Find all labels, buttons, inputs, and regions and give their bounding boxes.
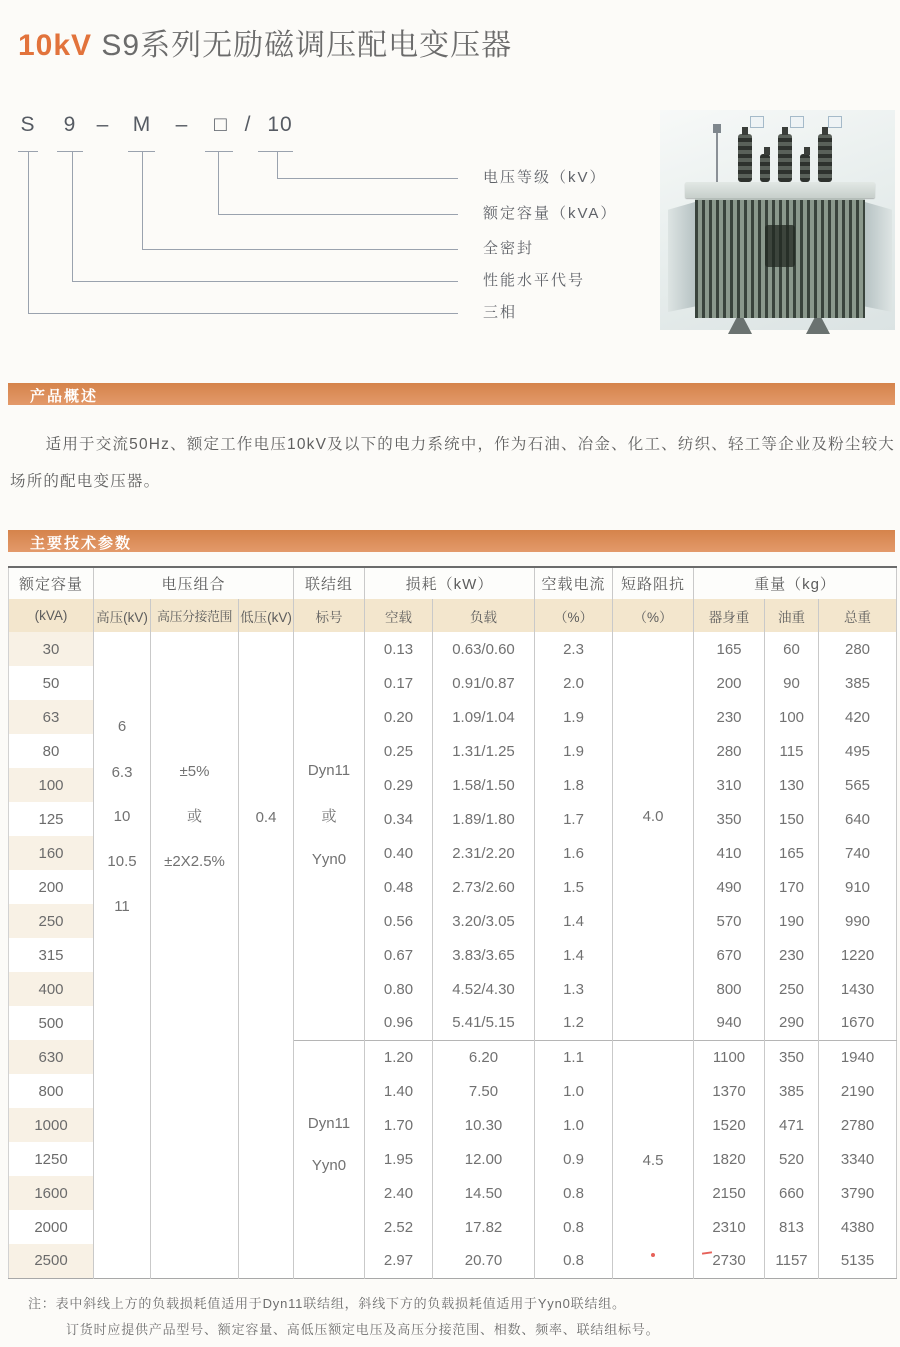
- radiator-wing: [865, 202, 892, 312]
- cell-kva: 63: [9, 700, 94, 734]
- cell-load-loss: 5.41/5.15: [433, 1006, 535, 1040]
- thermometer-rod: [716, 132, 718, 184]
- merged-value: 10.5: [107, 853, 137, 870]
- cell-lv-voltage: [239, 632, 294, 1278]
- cell-load-loss: 2.73/2.60: [433, 870, 535, 904]
- section-bar-overview: [8, 383, 895, 405]
- cell-body-weight: 1100: [694, 1040, 765, 1074]
- connector-horizontal: [72, 281, 458, 282]
- cell-oil-weight: 250: [765, 972, 819, 1006]
- cell-kva: 50: [9, 666, 94, 700]
- cell-body-weight: 490: [694, 870, 765, 904]
- cell-total-weight: 1430: [819, 972, 897, 1006]
- subheader-11: 总重: [819, 599, 897, 632]
- cell-load-loss: 1.31/1.25: [433, 734, 535, 768]
- model-code-part: 9: [63, 113, 77, 136]
- cell-oil-weight: 115: [765, 734, 819, 768]
- subheader-0: (kVA): [9, 599, 94, 632]
- cell-no-load-current: 1.7: [535, 802, 613, 836]
- cell-total-weight: 5135: [819, 1244, 897, 1278]
- section-title-parameters: 主要技术参数: [30, 535, 133, 552]
- model-code-label: 性能水平代号: [483, 272, 586, 289]
- subheader-2: 高压分接范围: [151, 599, 239, 632]
- cell-oil-weight: 520: [765, 1142, 819, 1176]
- cell-no-load-loss: 2.97: [365, 1244, 433, 1278]
- cell-no-load-loss: 0.80: [365, 972, 433, 1006]
- cell-kva: 630: [9, 1040, 94, 1074]
- merged-value: ±2X2.5%: [164, 853, 225, 870]
- cell-total-weight: 2190: [819, 1074, 897, 1108]
- cell-no-load-loss: 0.67: [365, 938, 433, 972]
- cell-oil-weight: 165: [765, 836, 819, 870]
- lv-bushing: [800, 154, 810, 182]
- connector-vertical: [277, 152, 278, 178]
- cell-no-load-current: 1.8: [535, 768, 613, 802]
- cell-body-weight: 570: [694, 904, 765, 938]
- merged-value: 4.0: [642, 808, 664, 825]
- subheader-10: 油重: [765, 599, 819, 632]
- cell-total-weight: 565: [819, 768, 897, 802]
- cell-kva: 250: [9, 904, 94, 938]
- cell-body-weight: 230: [694, 700, 765, 734]
- cell-no-load-loss: 1.70: [365, 1108, 433, 1142]
- merged-value: 或: [186, 808, 202, 825]
- cell-no-load-current: 2.0: [535, 666, 613, 700]
- cell-load-loss: 1.09/1.04: [433, 700, 535, 734]
- model-code-part: □: [214, 113, 228, 136]
- cell-body-weight: 1820: [694, 1142, 765, 1176]
- cell-total-weight: 990: [819, 904, 897, 938]
- footnote-1: 注：表中斜线上方的负载损耗值适用于Dyn11联结组，斜线下方的负载损耗值适用于Yyn0联结组。: [28, 1296, 626, 1311]
- cell-total-weight: 1670: [819, 1006, 897, 1040]
- cell-body-weight: 410: [694, 836, 765, 870]
- cell-total-weight: 3790: [819, 1176, 897, 1210]
- connector-tick: [258, 151, 293, 152]
- header-3: 损耗（kW）: [365, 567, 535, 599]
- cell-oil-weight: 290: [765, 1006, 819, 1040]
- cell-total-weight: 4380: [819, 1210, 897, 1244]
- cell-no-load-loss: 0.13: [365, 632, 433, 666]
- cell-kva: 400: [9, 972, 94, 1006]
- subheader-5: 空载: [365, 599, 433, 632]
- cell-kva: 100: [9, 768, 94, 802]
- cell-kva: 80: [9, 734, 94, 768]
- merged-value: Dyn11: [307, 1114, 351, 1132]
- subheader-9: 器身重: [694, 599, 765, 632]
- model-designation-diagram: [0, 0, 700, 360]
- technical-parameters-table: [8, 566, 897, 1279]
- cell-load-loss: 17.82: [433, 1210, 535, 1244]
- subheader-8: （%）: [613, 599, 694, 632]
- lv-bushing: [760, 154, 770, 182]
- cell-oil-weight: 660: [765, 1176, 819, 1210]
- cell-total-weight: 495: [819, 734, 897, 768]
- model-code-part: –: [96, 113, 110, 136]
- cell-kva: 1250: [9, 1142, 94, 1176]
- cell-oil-weight: 130: [765, 768, 819, 802]
- cell-no-load-loss: 2.52: [365, 1210, 433, 1244]
- cell-load-loss: 2.31/2.20: [433, 836, 535, 870]
- footnote-2: 订货时应提供产品型号、额定容量、高低压额定电压及高压分接范围、相数、频率、联结组标号。: [66, 1322, 660, 1337]
- cell-total-weight: 385: [819, 666, 897, 700]
- cell-no-load-loss: 0.34: [365, 802, 433, 836]
- cell-oil-weight: 385: [765, 1074, 819, 1108]
- hv-bushing: [738, 134, 752, 182]
- cell-impedance-upper: [613, 632, 694, 1040]
- merged-value: 11: [114, 898, 130, 915]
- merged-value: Dyn11: [307, 762, 351, 779]
- cell-total-weight: 2780: [819, 1108, 897, 1142]
- cell-kva: 125: [9, 802, 94, 836]
- connector-vertical: [142, 152, 143, 249]
- cell-total-weight: 740: [819, 836, 897, 870]
- cell-load-loss: 1.89/1.80: [433, 802, 535, 836]
- page-title-voltage: 10kV: [18, 29, 93, 62]
- cell-no-load-loss: 0.48: [365, 870, 433, 904]
- cell-no-load-current: 1.4: [535, 904, 613, 938]
- cell-no-load-current: 0.8: [535, 1210, 613, 1244]
- cell-kva: 1600: [9, 1176, 94, 1210]
- subheader-1: 高压(kV): [94, 599, 151, 632]
- foot: [806, 318, 830, 334]
- cell-no-load-current: 1.9: [535, 700, 613, 734]
- merged-value: 6: [117, 718, 127, 735]
- connector-horizontal: [218, 214, 458, 215]
- cell-no-load-loss: 0.40: [365, 836, 433, 870]
- cell-body-weight: 1370: [694, 1074, 765, 1108]
- foot: [728, 318, 752, 334]
- cell-no-load-loss: 0.17: [365, 666, 433, 700]
- cell-body-weight: 800: [694, 972, 765, 1006]
- cell-oil-weight: 170: [765, 870, 819, 904]
- header-2: 联结组: [294, 567, 365, 599]
- model-code-part: /: [244, 113, 252, 136]
- connector-vertical: [28, 152, 29, 313]
- cell-no-load-current: 1.2: [535, 1006, 613, 1040]
- table-body: [9, 632, 897, 1278]
- cell-load-loss: 3.20/3.05: [433, 904, 535, 938]
- cell-no-load-current: 1.0: [535, 1074, 613, 1108]
- header-6: 重量（kg）: [694, 567, 897, 599]
- radiator-wing: [668, 202, 695, 312]
- cell-body-weight: 2730: [694, 1244, 765, 1278]
- subheader-4: 标号: [294, 599, 365, 632]
- cell-kva: 500: [9, 1006, 94, 1040]
- cell-kva: 200: [9, 870, 94, 904]
- hv-bushing: [778, 134, 792, 182]
- cell-impedance-lower: [613, 1040, 694, 1278]
- cell-kva: 800: [9, 1074, 94, 1108]
- cell-kva: 30: [9, 632, 94, 666]
- connector-vertical: [72, 152, 73, 281]
- merged-value: ±5%: [179, 763, 210, 780]
- table-header: [9, 567, 897, 632]
- cell-oil-weight: 150: [765, 802, 819, 836]
- cell-load-loss: 7.50: [433, 1074, 535, 1108]
- merged-value: Yyn0: [311, 1156, 347, 1174]
- cell-total-weight: 910: [819, 870, 897, 904]
- nameplate: [765, 225, 795, 267]
- model-code-part: S: [20, 113, 36, 136]
- connector-horizontal: [277, 178, 458, 179]
- model-code-label: 电压等级（kV）: [483, 169, 607, 186]
- cell-body-weight: 1520: [694, 1108, 765, 1142]
- merged-value: 4.5: [642, 1151, 664, 1169]
- cell-oil-weight: 230: [765, 938, 819, 972]
- subheader-7: （%）: [535, 599, 613, 632]
- cell-kva: 160: [9, 836, 94, 870]
- scan-artifact: [651, 1253, 655, 1257]
- cell-oil-weight: 100: [765, 700, 819, 734]
- cell-total-weight: 420: [819, 700, 897, 734]
- cell-load-loss: 14.50: [433, 1176, 535, 1210]
- merged-value: 0.4: [255, 809, 277, 826]
- cell-body-weight: 165: [694, 632, 765, 666]
- merged-value: 6.3: [111, 764, 133, 781]
- cell-oil-weight: 813: [765, 1210, 819, 1244]
- cell-kva: 315: [9, 938, 94, 972]
- cell-oil-weight: 471: [765, 1108, 819, 1142]
- header-1: 电压组合: [94, 567, 294, 599]
- cell-no-load-current: 0.8: [535, 1176, 613, 1210]
- model-code-label: 额定容量（kVA）: [483, 205, 618, 222]
- cell-load-loss: 4.52/4.30: [433, 972, 535, 1006]
- cell-no-load-loss: 1.20: [365, 1040, 433, 1074]
- cell-no-load-loss: 1.95: [365, 1142, 433, 1176]
- cell-total-weight: 3340: [819, 1142, 897, 1176]
- subheader-6: 负载: [433, 599, 535, 632]
- cell-no-load-current: 0.9: [535, 1142, 613, 1176]
- cell-body-weight: 350: [694, 802, 765, 836]
- photo-detail: [828, 116, 842, 128]
- connector-tick: [205, 151, 233, 152]
- hv-bushing: [818, 134, 832, 182]
- connector-horizontal: [142, 249, 458, 250]
- section-title-overview: 产品概述: [30, 388, 99, 405]
- cell-tap-range: [151, 632, 239, 1278]
- cell-no-load-current: 0.8: [535, 1244, 613, 1278]
- cell-vector-group-upper: [294, 632, 365, 1040]
- cell-load-loss: 1.58/1.50: [433, 768, 535, 802]
- section-bar-parameters: [8, 530, 895, 552]
- cell-load-loss: 0.63/0.60: [433, 632, 535, 666]
- cell-oil-weight: 1157: [765, 1244, 819, 1278]
- cell-body-weight: 2310: [694, 1210, 765, 1244]
- cell-body-weight: 940: [694, 1006, 765, 1040]
- cell-total-weight: 1940: [819, 1040, 897, 1074]
- finned-tank: [695, 198, 865, 318]
- model-code-part: 10: [267, 113, 293, 136]
- table-row-30: [9, 632, 897, 666]
- page-title-series: S9系列无励磁调压配电变压器: [92, 29, 513, 62]
- connector-tick: [57, 151, 83, 152]
- cell-total-weight: 1220: [819, 938, 897, 972]
- header-4: 空载电流: [535, 567, 613, 599]
- photo-detail: [750, 116, 764, 128]
- cell-total-weight: 640: [819, 802, 897, 836]
- connector-horizontal: [28, 313, 458, 314]
- merged-value: Yyn0: [311, 851, 347, 868]
- cell-load-loss: 20.70: [433, 1244, 535, 1278]
- subheader-3: 低压(kV): [239, 599, 294, 632]
- model-code-label: 全密封: [483, 240, 535, 257]
- cell-no-load-current: 1.0: [535, 1108, 613, 1142]
- cell-no-load-current: 1.6: [535, 836, 613, 870]
- cell-kva: 2500: [9, 1244, 94, 1278]
- cell-kva: 2000: [9, 1210, 94, 1244]
- cell-body-weight: 2150: [694, 1176, 765, 1210]
- cell-total-weight: 280: [819, 632, 897, 666]
- cell-no-load-loss: 2.40: [365, 1176, 433, 1210]
- model-code-part: –: [175, 113, 189, 136]
- cell-no-load-loss: 0.56: [365, 904, 433, 938]
- cell-no-load-current: 1.3: [535, 972, 613, 1006]
- overview-paragraph: 适用于交流50Hz、额定工作电压10kV及以下的电力系统中，作为石油、冶金、化工、纺织、轻工等企业及粉尘较大场所的配电变压器。: [10, 436, 895, 490]
- cell-load-loss: 6.20: [433, 1040, 535, 1074]
- cell-no-load-loss: 0.29: [365, 768, 433, 802]
- transformer-photo: [660, 110, 895, 330]
- cell-body-weight: 670: [694, 938, 765, 972]
- cell-oil-weight: 350: [765, 1040, 819, 1074]
- merged-value: 或: [321, 808, 337, 825]
- cell-oil-weight: 190: [765, 904, 819, 938]
- cell-no-load-current: 1.1: [535, 1040, 613, 1074]
- cell-kva: 1000: [9, 1108, 94, 1142]
- cell-no-load-loss: 1.40: [365, 1074, 433, 1108]
- cell-no-load-current: 1.9: [535, 734, 613, 768]
- cell-no-load-current: 1.4: [535, 938, 613, 972]
- header-5: 短路阻抗: [613, 567, 694, 599]
- connector-vertical: [218, 152, 219, 214]
- cell-no-load-current: 1.5: [535, 870, 613, 904]
- merged-value: 10: [113, 808, 131, 825]
- cell-no-load-loss: 0.96: [365, 1006, 433, 1040]
- cell-load-loss: 0.91/0.87: [433, 666, 535, 700]
- tank-lid: [685, 182, 875, 198]
- model-code-part: M: [132, 113, 152, 136]
- cell-load-loss: 3.83/3.65: [433, 938, 535, 972]
- model-code-label: 三相: [483, 304, 518, 321]
- cell-body-weight: 310: [694, 768, 765, 802]
- cell-body-weight: 280: [694, 734, 765, 768]
- cell-load-loss: 12.00: [433, 1142, 535, 1176]
- cell-oil-weight: 90: [765, 666, 819, 700]
- cell-load-loss: 10.30: [433, 1108, 535, 1142]
- cell-oil-weight: 60: [765, 632, 819, 666]
- photo-detail: [790, 116, 804, 128]
- header-0: 额定容量: [9, 567, 94, 599]
- cell-body-weight: 200: [694, 666, 765, 700]
- cell-vector-group-lower: [294, 1040, 365, 1278]
- cell-hv-voltages: [94, 632, 151, 1278]
- cell-no-load-loss: 0.25: [365, 734, 433, 768]
- cell-no-load-current: 2.3: [535, 632, 613, 666]
- cell-no-load-loss: 0.20: [365, 700, 433, 734]
